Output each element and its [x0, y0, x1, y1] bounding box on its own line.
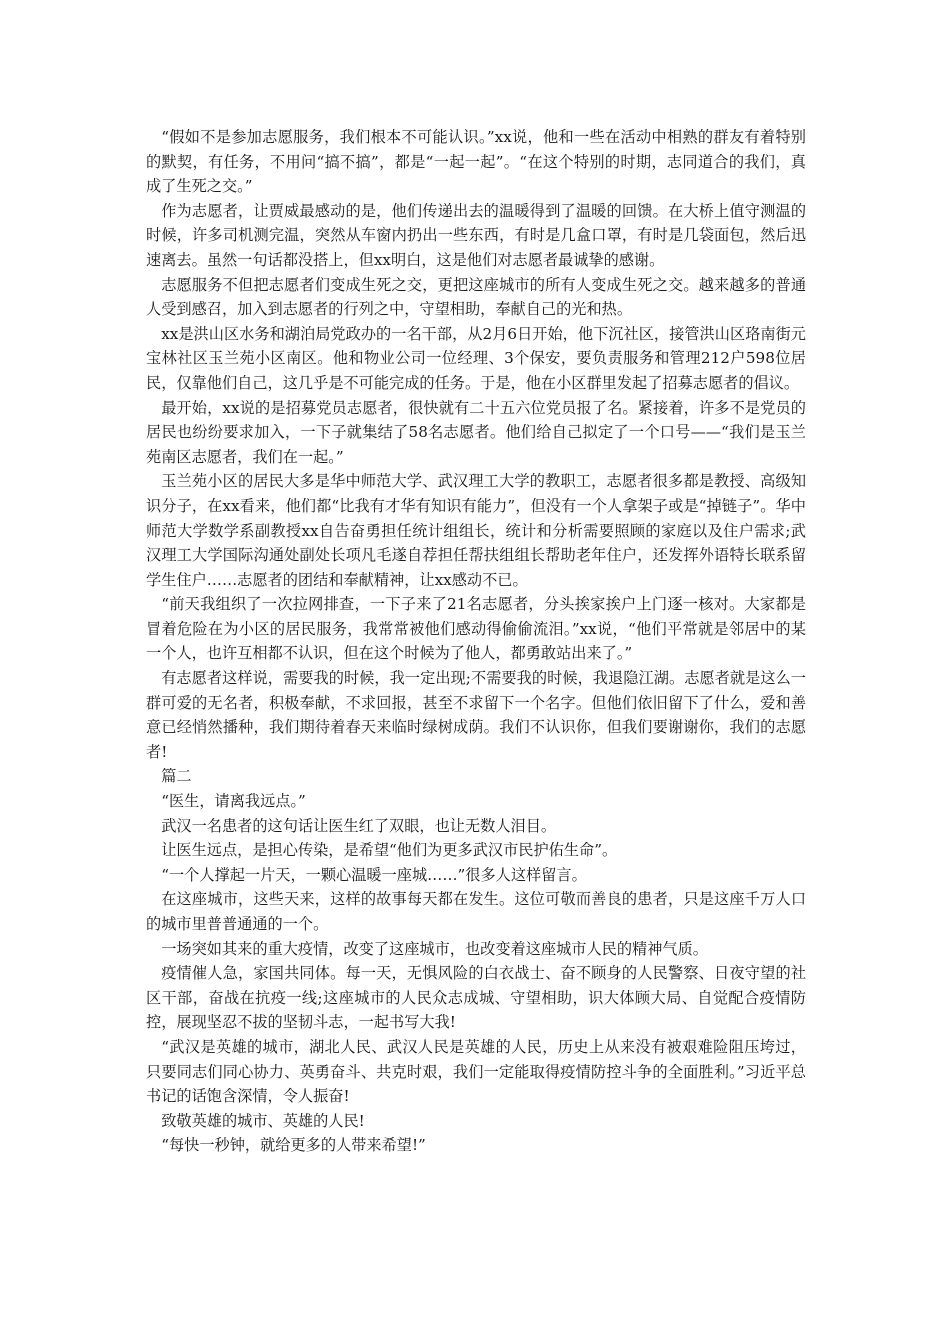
paragraph-2: 作为志愿者，让贾威最感动的是，他们传递出去的温暖得到了温暖的回馈。在大桥上值守测温的时候，许多司机测完温，突然从车窗内扔出一些东西，有时是几盒口罩，有时是几袋面包，然后迅速离去。虽然一句话都没搭上，但xx明白，这是他们对志愿者最诚挚的感谢。	[146, 201, 806, 269]
paragraph-5: 最开始，xx说的是招募党员志愿者，很快就有二十五六位党员报了名。紧接着，许多不是党员的居民也纷纷要求加入，一下子就集结了58名志愿者。他们给自己拟定了一个口号——“我们是玉兰苑南区志愿者，我们在一起。”	[146, 398, 806, 466]
document-page	[146, 125, 806, 1158]
paragraph-6: 玉兰苑小区的居民大多是华中师范大学、武汉理工大学的教职工，志愿者很多都是教授、高级知识分子，在xx看来，他们都“比我有才华有知识有能力”，但没有一个人拿架子或是“掉链子”。华中师范大学数学系副教授xx自告奋勇担任统计组组长，统计和分析需要照顾的家庭以及住户需求;武汉理工大学国际沟通处副处长项凡毛遂自荐担任帮扶组组长帮助老年住户，还发挥外语特长联系留学生住户……志愿者的团结和奉献精神，让xx感动不已。	[146, 472, 806, 589]
paragraph-11: 武汉一名患者的这句话让医生红了双眼，也让无数人泪目。	[161, 816, 557, 835]
paragraph-19: “每快一秒钟，就给更多的人带来希望!”	[161, 1136, 426, 1155]
paragraph-14: 在这座城市，这些天来，这样的故事每天都在发生。这位可敬而善良的患者，只是这座千万人口的城市里普普通通的一个。	[146, 890, 806, 933]
paragraph-10: “医生，请离我远点。”	[161, 792, 306, 811]
paragraph-13: “一个人撑起一片天，一颗心温暖一座城……”很多人这样留言。	[161, 865, 587, 884]
paragraph-12: 让医生远点，是担心传染，是希望“他们为更多武汉市民护佑生命”。	[161, 841, 618, 860]
paragraph-7: “前天我组织了一次拉网排查，一下子来了21名志愿者，分头挨家挨户上门逐一核对。大家都是冒着危险在为小区的居民服务，我常常被他们感动得偷偷流泪。”xx说，“他们平常就是邻居中的某一个人，也许互相都不认识，但在这个时候为了他人，都勇敢站出来了。”	[146, 595, 806, 663]
section-heading: 篇二	[161, 767, 192, 786]
paragraph-17: “武汉是英雄的城市，湖北人民、武汉人民是英雄的人民，历史上从来没有被艰难险阻压垮过，只要同志们同心协力、英勇奋斗、共克时艰，我们一定能取得疫情防控斗争的全面胜利。”习近平总书记的话饱含深情，令人振奋!	[146, 1037, 806, 1106]
paragraph-8: 有志愿者这样说，需要我的时候，我一定出现;不需要我的时候，我退隐江湖。志愿者就是这么一群可爱的无名者，积极奉献，不求回报，甚至不求留下一个名字。但他们依旧留下了什么，爱和善意已经悄然播种，我们期待着春天来临时绿树成荫。我们不认识你，但我们要谢谢你，我们的志愿者!	[146, 669, 806, 761]
paragraph-4: xx是洪山区水务和湖泊局党政办的一名干部，从2月6日开始，他下沉社区，接管洪山区珞南街元宝林社区玉兰苑小区南区。他和物业公司一位经理、3个保安，要负责服务和管理212户598位居民，仅靠他们自己，这几乎是不可能完成的任务。于是，他在小区群里发起了招募志愿者的倡议。	[146, 324, 806, 392]
paragraph-18: 致敬英雄的城市、英雄的人民!	[161, 1111, 365, 1130]
paragraph-16: 疫情催人急，家国共同体。每一天，无惧风险的白衣战士、奋不顾身的人民警察、日夜守望的社区干部，奋战在抗疫一线;这座城市的人民众志成城、守望相助，识大体顾大局、自觉配合疫情防控，展现坚忍不拔的坚韧斗志，一起书写大我!	[146, 964, 806, 1032]
paragraph-15: 一场突如其来的重大疫情，改变了这座城市，也改变着这座城市人民的精神气质。	[161, 939, 708, 958]
paragraph-3: 志愿服务不但把志愿者们变成生死之交，更把这座城市的所有人变成生死之交。越来越多的普通人受到感召，加入到志愿者的行列之中，守望相助，奉献自己的光和热。	[146, 275, 806, 319]
paragraph-1: “假如不是参加志愿服务，我们根本不可能认识。”xx说，他和一些在活动中相熟的群友有着特别的默契，有任务，不用问“搞不搞”，都是“一起一起”。“在这个特别的时期，志同道合的我们，真成了生死之交。”	[146, 128, 806, 196]
